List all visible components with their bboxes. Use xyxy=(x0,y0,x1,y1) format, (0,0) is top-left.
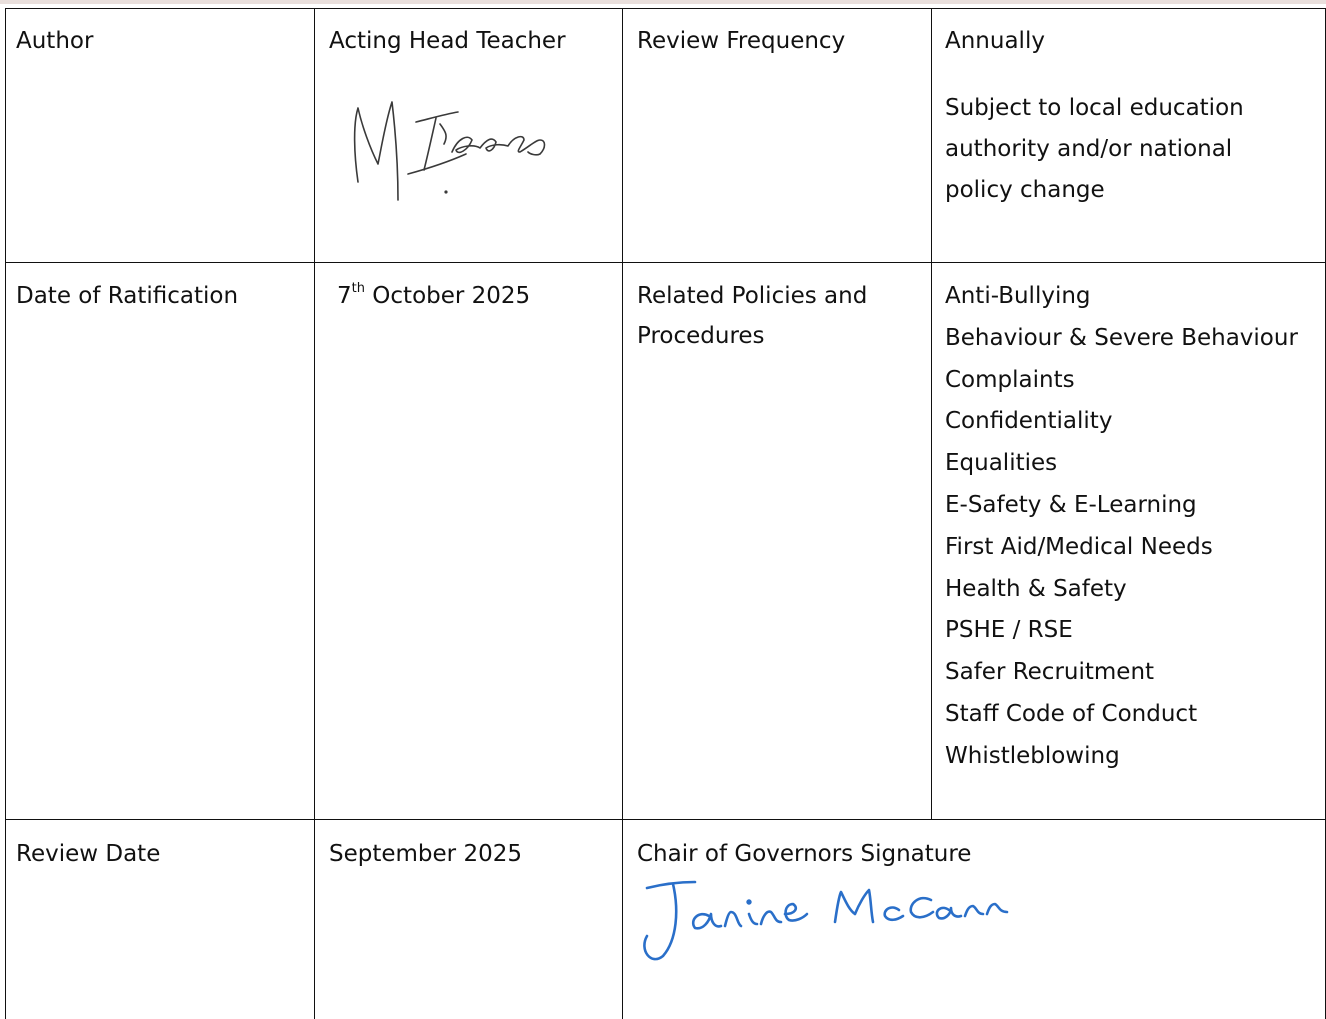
list-item: PSHE / RSE xyxy=(945,617,1073,644)
review-date-label: Review Date xyxy=(16,841,161,867)
list-item: Safer Recruitment xyxy=(945,659,1155,686)
table-row-divider-2 xyxy=(5,819,1326,820)
related-policies-label-line1: Related Policies and xyxy=(637,283,868,309)
review-frequency-label: Review Frequency xyxy=(637,28,846,54)
ratification-label: Date of Ratification xyxy=(16,283,239,309)
top-rule xyxy=(0,0,1326,4)
list-item: E-Safety & E-Learning xyxy=(945,491,1197,518)
table-column-divider-3 xyxy=(931,8,932,819)
chair-signature-label: Chair of Governors Signature xyxy=(637,841,972,867)
ratification-day: 7 xyxy=(337,283,352,309)
list-item: First Aid/Medical Needs xyxy=(945,533,1213,560)
list-item: Health & Safety xyxy=(945,575,1127,602)
author-label: Author xyxy=(16,28,94,54)
author-value: Acting Head Teacher xyxy=(329,28,566,54)
related-policies-list xyxy=(945,276,1298,778)
list-item: Behaviour & Severe Behaviour xyxy=(945,324,1298,351)
review-frequency-note: Subject to local education authority and/or national policy change xyxy=(945,95,1244,203)
review-date-value: September 2025 xyxy=(329,841,522,867)
list-item: Anti-Bullying xyxy=(945,283,1091,309)
list-item: Complaints xyxy=(945,366,1075,393)
list-item: Confidentiality xyxy=(945,408,1113,435)
table-border-top xyxy=(5,8,1326,9)
ratification-suffix: th xyxy=(351,281,365,296)
author-signature-image xyxy=(340,74,590,214)
table-row-divider-1 xyxy=(5,262,1326,263)
list-item: Staff Code of Conduct xyxy=(945,700,1198,727)
ratification-date xyxy=(337,276,530,316)
ratification-month-year: October 2025 xyxy=(364,283,531,309)
chair-signature-image xyxy=(633,870,1053,980)
review-frequency-value: Annually xyxy=(945,28,1045,54)
list-item: Whistleblowing xyxy=(945,742,1120,769)
table-border-left xyxy=(5,8,6,1019)
list-item: Equalities xyxy=(945,450,1058,477)
table-column-divider-1 xyxy=(314,8,315,1019)
policy-info-table xyxy=(5,8,1326,1019)
related-policies-label-line2: Procedures xyxy=(637,323,765,349)
table-column-divider-2 xyxy=(622,8,623,1019)
